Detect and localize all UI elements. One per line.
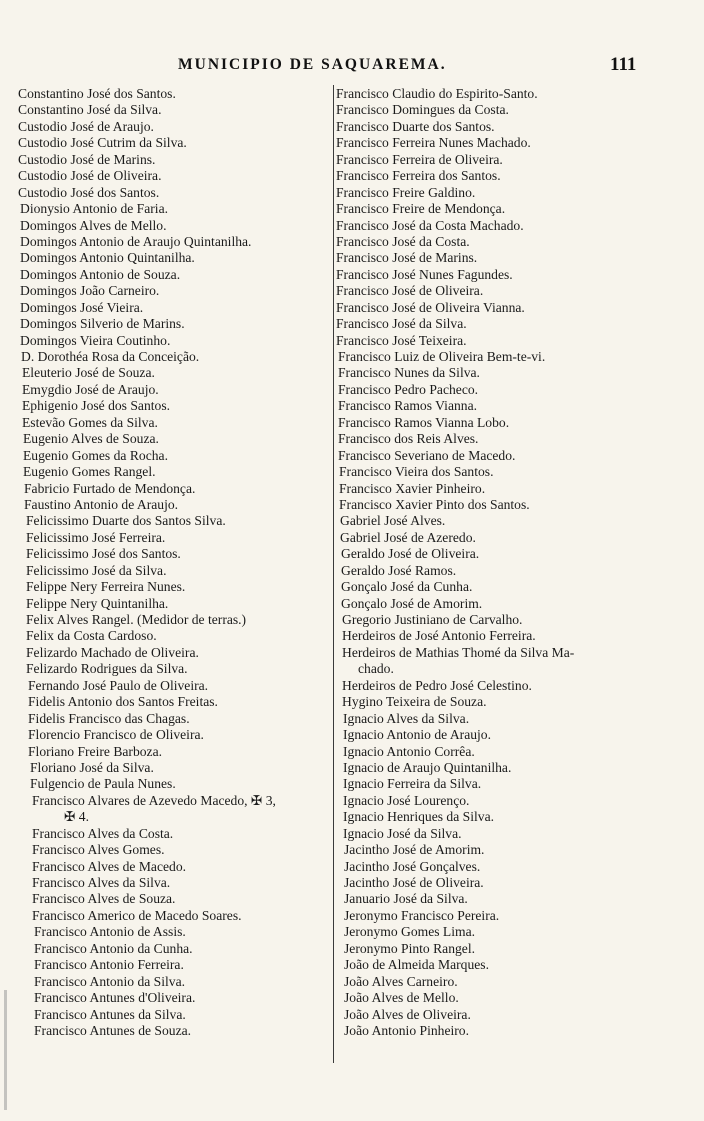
name-entry: Francisco José de Oliveira Vianna.: [336, 299, 525, 315]
name-entry: Fabricio Furtado de Mendonça.: [24, 480, 196, 496]
name-entry: Domingos Antonio de Araujo Quintanilha.: [20, 233, 252, 249]
name-entry: Francisco Freire Galdino.: [336, 184, 476, 200]
name-entry: Eugenio Gomes Rangel.: [23, 464, 156, 480]
name-entry: D. Dorothéa Rosa da Conceição.: [21, 349, 200, 364]
name-entry: Fernando José Paulo de Oliveira.: [28, 677, 209, 693]
name-entry: Fulgencio de Paula Nunes.: [30, 776, 176, 792]
name-entry: Francisco José Nunes Fagundes.: [336, 266, 513, 282]
name-entry: Felippe Nery Quintanilha.: [26, 595, 169, 611]
name-entry: Francisco Ferreira de Oliveira.: [336, 151, 503, 167]
name-entry: Francisco Ramos Vianna.: [338, 398, 477, 414]
name-entry: Francisco Pedro Pacheco.: [338, 381, 479, 397]
name-entry: Francisco Alves de Souza.: [32, 891, 176, 907]
name-entry: Gonçalo José da Cunha.: [341, 579, 473, 595]
name-entry: Francisco José da Costa.: [336, 233, 470, 249]
name-entry: Eugenio Alves de Souza.: [23, 431, 159, 447]
name-entry: Felicissimo José da Silva.: [26, 562, 167, 578]
name-entry: Gabriel José Alves.: [340, 513, 446, 529]
name-entry: Ignacio Ferreira da Silva.: [343, 776, 482, 792]
page-title: MUNICIPIO DE SAQUAREMA.: [178, 56, 447, 73]
name-entry: Francisco Alvares de Azevedo Macedo, ✠ 3,: [32, 792, 276, 808]
name-entry: ✠ 4.: [64, 809, 89, 825]
name-entry: Ignacio Alves da Silva.: [343, 710, 470, 726]
name-entry: Felix da Costa Cardoso.: [26, 628, 157, 644]
name-entry: Francisco Alves de Macedo.: [32, 858, 187, 874]
name-entry: Domingos Vieira Coutinho.: [20, 332, 171, 348]
name-entry: Francisco Severiano de Macedo.: [338, 447, 516, 463]
name-entry: Francisco José Teixeira.: [336, 332, 467, 348]
page-edge-mark: [4, 990, 7, 1110]
name-entry: Ignacio Antonio Corrêa.: [343, 743, 475, 759]
name-entry: Domingos Antonio Quintanilha.: [20, 250, 195, 266]
name-entry: Francisco Claudio do Espirito-Santo.: [336, 86, 538, 101]
name-entry: João Alves de Mello.: [344, 990, 459, 1006]
name-entry: Ignacio de Araujo Quintanilha.: [343, 759, 512, 775]
name-entry: Francisco José da Silva.: [336, 316, 467, 332]
name-entry: Francisco Antunes da Silva.: [34, 1006, 186, 1022]
name-entry: Felicissimo José dos Santos.: [26, 546, 181, 562]
name-entry: Ignacio Henriques da Silva.: [343, 809, 494, 825]
name-entry: Domingos Alves de Mello.: [20, 217, 167, 233]
name-entry: Jacintho José Gonçalves.: [344, 858, 481, 874]
name-entry: Francisco Luiz de Oliveira Bem-te-vi.: [338, 349, 546, 364]
name-entry: Francisco Ferreira Nunes Machado.: [336, 135, 531, 151]
name-entry: Floriano Freire Barboza.: [28, 743, 163, 759]
name-entry: Herdeiros de Mathias Thomé da Silva Ma-: [342, 644, 575, 660]
name-entry: Domingos Silverio de Marins.: [20, 316, 185, 332]
name-entry: Francisco Alves da Costa.: [32, 825, 174, 841]
name-entry: Custodio José de Oliveira.: [18, 168, 162, 184]
name-entry: Ignacio José Lourenço.: [343, 792, 470, 808]
name-entry: Francisco Antunes d'Oliveira.: [34, 990, 196, 1006]
name-entry: João de Almeida Marques.: [344, 957, 489, 973]
name-entry: Felizardo Machado de Oliveira.: [26, 644, 199, 660]
name-entry: Francisco Americo de Macedo Soares.: [32, 907, 242, 923]
name-entry: Custodio José dos Santos.: [18, 184, 160, 200]
name-entry: Jacintho José de Amorim.: [344, 842, 485, 858]
name-entry: Estevão Gomes da Silva.: [22, 414, 158, 430]
name-entry: Francisco Nunes da Silva.: [338, 365, 480, 381]
name-entry: Herdeiros de José Antonio Ferreira.: [342, 628, 536, 644]
name-entry: Gonçalo José de Amorim.: [341, 595, 483, 611]
name-entry: João Antonio Pinheiro.: [344, 1022, 469, 1038]
name-entry: Francisco dos Reis Alves.: [338, 431, 479, 447]
name-entry: Francisco Xavier Pinto dos Santos.: [339, 496, 530, 512]
page-number: 111: [610, 54, 637, 75]
name-entry: Francisco José de Marins.: [336, 250, 478, 266]
name-entry: Francisco Antonio de Assis.: [34, 924, 186, 940]
name-entry: Francisco Domingues da Costa.: [336, 102, 509, 118]
name-entry: Emygdio José de Araujo.: [22, 381, 159, 397]
name-entry: Gregorio Justiniano de Carvalho.: [342, 612, 523, 627]
name-entry: Francisco Antonio da Silva.: [34, 973, 186, 989]
name-entry: Faustino Antonio de Araujo.: [24, 496, 179, 512]
name-entry: Felizardo Rodrigues da Silva.: [26, 661, 188, 677]
name-entry: Dionysio Antonio de Faria.: [20, 201, 169, 217]
name-entry: Felicissimo Duarte dos Santos Silva.: [26, 513, 226, 529]
name-entry: Florencio Francisco de Oliveira.: [28, 727, 204, 743]
name-entry: Ignacio Antonio de Araujo.: [343, 727, 491, 743]
name-entry: Geraldo José Ramos.: [341, 562, 457, 578]
page-header: [0, 56, 704, 80]
name-entry: Francisco Antonio Ferreira.: [34, 957, 184, 973]
name-entry: Felix Alves Rangel. (Medidor de terras.): [26, 612, 247, 627]
name-entry: Francisco Vieira dos Santos.: [339, 464, 494, 480]
name-entry: Januario José da Silva.: [344, 891, 468, 907]
name-entry: Gabriel José de Azeredo.: [340, 529, 476, 545]
name-entry: Eugenio Gomes da Rocha.: [23, 447, 168, 463]
name-entry: Herdeiros de Pedro José Celestino.: [342, 677, 532, 693]
name-entry: Francisco Xavier Pinheiro.: [339, 480, 486, 496]
name-entry: Francisco José de Oliveira.: [336, 283, 484, 299]
name-entry: Geraldo José de Oliveira.: [341, 546, 480, 562]
name-entry: Francisco Antonio da Cunha.: [34, 940, 193, 956]
name-entry: Custodio José de Araujo.: [18, 118, 154, 134]
name-entry: Hygino Teixeira de Souza.: [342, 694, 487, 710]
name-entry: Jacintho José de Oliveira.: [344, 875, 484, 890]
name-entry: Constantino José dos Santos.: [18, 86, 176, 101]
name-entry: Francisco Ramos Vianna Lobo.: [338, 414, 510, 430]
name-entry: Eleuterio José de Souza.: [22, 365, 155, 381]
name-entry: Ignacio José da Silva.: [343, 825, 462, 841]
name-entry: Custodio José de Marins.: [18, 151, 156, 167]
name-entry: Ephigenio José dos Santos.: [22, 398, 171, 414]
name-entry: Jeronymo Francisco Pereira.: [344, 907, 500, 923]
name-entry: Francisco Alves Gomes.: [32, 842, 165, 858]
name-entry: João Alves de Oliveira.: [344, 1006, 471, 1022]
right-name-column: [336, 86, 656, 1039]
name-entry: Domingos João Carneiro.: [20, 283, 160, 299]
name-entry: Felippe Nery Ferreira Nunes.: [26, 579, 186, 595]
name-entry: Domingos José Vieira.: [20, 299, 144, 315]
name-entry: Francisco Alves da Silva.: [32, 875, 171, 890]
name-entry: Jeronymo Gomes Lima.: [344, 924, 476, 940]
name-entry: Francisco Antunes de Souza.: [34, 1022, 192, 1038]
name-entry: Jeronymo Pinto Rangel.: [344, 940, 476, 956]
left-name-column: [18, 86, 334, 1039]
name-entry: Francisco Duarte dos Santos.: [336, 118, 495, 134]
name-entry: João Alves Carneiro.: [344, 973, 458, 989]
name-entry: Fidelis Francisco das Chagas.: [28, 710, 190, 726]
name-entry: Felicissimo José Ferreira.: [26, 529, 166, 545]
name-entry: chado.: [358, 661, 394, 677]
name-entry: Floriano José da Silva.: [30, 759, 154, 775]
name-entry: Custodio José Cutrim da Silva.: [18, 135, 187, 151]
name-entry: Constantino José da Silva.: [18, 102, 162, 118]
name-entry: Domingos Antonio de Souza.: [20, 266, 181, 282]
name-entry: Fidelis Antonio dos Santos Freitas.: [28, 694, 218, 710]
name-entry: Francisco José da Costa Machado.: [336, 217, 524, 233]
name-entry: Francisco Ferreira dos Santos.: [336, 168, 501, 184]
name-entry: Francisco Freire de Mendonça.: [336, 201, 506, 217]
